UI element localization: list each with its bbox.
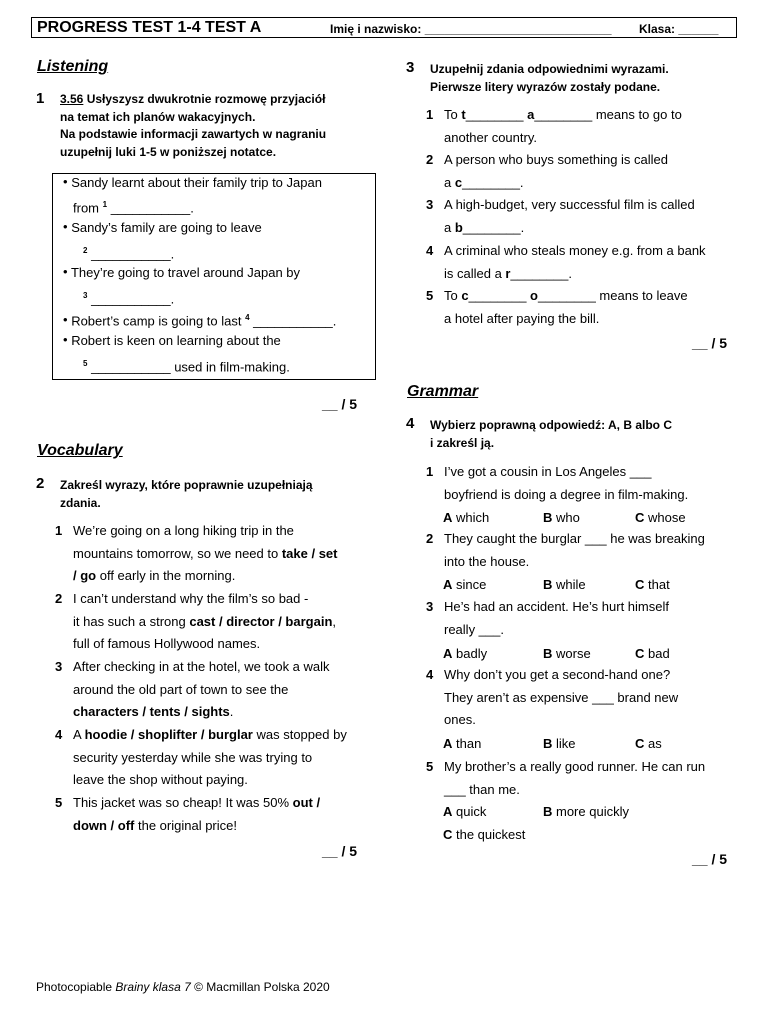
option-a[interactable]: A badly	[443, 646, 488, 661]
task3-item-5: 5 To c________ o________ means to leave a hotel after paying the bill.	[426, 288, 688, 326]
note-line: • Sandy learnt about their family trip to Japan	[63, 174, 322, 190]
option-b[interactable]: B more quickly	[543, 804, 629, 819]
note-line: • They’re going to travel around Japan by	[63, 264, 301, 280]
option-a[interactable]: A which	[443, 510, 490, 525]
listening-title: Listening	[37, 58, 109, 75]
option-b[interactable]: B who	[543, 510, 580, 525]
word-choice[interactable]: take / set	[281, 545, 338, 561]
grammar-item-3: 3 He’s had an accident. He’s hurt himself really ___.	[426, 599, 669, 637]
task-4-number: 4	[406, 415, 415, 432]
answer-blank[interactable]: ________	[465, 107, 528, 122]
note-line: • Robert is keen on learning about the	[63, 332, 281, 348]
grammar-item-5: 5 My brother’s a really good runner. He can run ___ than me.	[426, 759, 706, 797]
grammar-item-4: 4 Why don’t you get a second-hand one? They aren’t as expensive ___ brand new ones.	[426, 667, 679, 728]
grammar-item-1: 1 I’ve got a cousin in Los Angeles ___ boyfriend is doing a degree in film-making.	[426, 464, 689, 502]
word-choice[interactable]: / go	[73, 568, 97, 584]
copyright-footer: Photocopiable Brainy klasa 7 © Macmillan Polska 2020	[36, 980, 330, 994]
answer-blank[interactable]: ________.	[510, 265, 572, 281]
task3-item-3: 3 A high-budget, very successful film is called a b________.	[426, 197, 695, 235]
task-4-instruction: Wybierz poprawną odpowiedź: A, B albo C i zakreśl ją.	[430, 418, 673, 450]
vocab-item-3: 3 After checking in at the hotel, we took a walk around the old part of town to see the characters / tents / sights.	[55, 659, 330, 720]
name-field-label: Imię i nazwisko: ____________________________	[330, 22, 612, 36]
note-line: $^5$ ___________ used in film-making.	[83, 359, 290, 375]
option-c[interactable]: C that	[635, 577, 670, 592]
vocab-item-2: 2 I can’t understand why the film’s so bad - it has such a strong cast / director / bargain, full of famous Hollywood names.	[55, 591, 337, 652]
note-line: $^3$ ___________.	[83, 291, 175, 307]
grammar-title: Grammar	[407, 383, 479, 400]
option-a[interactable]: A quick	[443, 804, 487, 819]
test-header	[31, 17, 737, 38]
class-field-label: Klasa: ______	[639, 22, 719, 36]
option-b[interactable]: B like	[543, 736, 576, 751]
answer-blank[interactable]: ________.	[462, 219, 525, 235]
option-c[interactable]: C as	[635, 736, 662, 751]
note-line: from $^1$ ___________.	[73, 200, 194, 216]
answer-blank[interactable]: ________.	[462, 174, 524, 190]
task-3-number: 3	[406, 59, 415, 76]
word-choice[interactable]: out /	[292, 795, 321, 810]
word-choice[interactable]: down / off	[73, 817, 135, 833]
option-a[interactable]: A than	[443, 736, 482, 751]
task-3-score: __ / 5	[692, 335, 728, 351]
notes-box	[52, 173, 376, 380]
task-2-number: 2	[36, 475, 45, 492]
word-choice[interactable]: cast / director / bargain	[189, 613, 333, 629]
answer-blank[interactable]: ________	[468, 288, 531, 303]
task-3-instruction: Uzupełnij zdania odpowiednimi wyrazami. Pierwsze litery wyrazów zostały podane.	[430, 62, 669, 94]
note-line: $^2$ ___________.	[83, 246, 175, 262]
vocab-item-5: 5 This jacket was so cheap! It was 50% out / down / off the original price!	[55, 795, 321, 833]
task-2-instruction: Zakreśl wyrazy, które poprawnie uzupełniają zdania.	[60, 478, 313, 510]
option-b[interactable]: B worse	[543, 646, 591, 661]
note-line: • Sandy’s family are going to leave	[63, 219, 262, 235]
task-1-instruction: 3.56 Usłyszysz dwukrotnie rozmowę przyjaciół na temat ich planów wakacyjnych. Na podstawie informacji zawartych w nagraniu uzupełnij luki 1-5 w poniższej notatce.	[60, 92, 327, 159]
audio-track-number: 3.56	[60, 92, 84, 106]
option-a[interactable]: A since	[443, 577, 487, 592]
task-2-score: __ / 5	[322, 843, 358, 859]
vocabulary-title: Vocabulary	[37, 442, 123, 459]
task3-item-2: 2 A person who buys something is called a c________.	[426, 152, 669, 190]
grammar-item-2: 2 They caught the burglar ___ he was breaking into the house.	[426, 531, 705, 569]
vocab-item-4: 4 A hoodie / shoplifter / burglar was stopped by security yesterday while she was trying to leave the shop without paying.	[55, 727, 347, 788]
task-1-number: 1	[36, 90, 45, 107]
option-c[interactable]: C the quickest	[443, 827, 526, 842]
option-c[interactable]: C bad	[635, 646, 670, 661]
task-1-score: __ / 5	[322, 396, 358, 412]
task3-item-1: 1 To t________ a________ means to go to another country.	[426, 107, 682, 145]
note-line: • Robert’s camp is going to last $^4$ ___________.	[63, 312, 337, 329]
option-b[interactable]: B while	[543, 577, 586, 592]
test-title: PROGRESS TEST 1-4 TEST A	[37, 19, 262, 36]
option-c[interactable]: C whose	[635, 510, 686, 525]
word-choice[interactable]: hoodie / shoplifter / burglar	[84, 727, 253, 742]
word-choice[interactable]: characters / tents / sights	[73, 704, 230, 720]
task-4-score: __ / 5	[692, 851, 728, 867]
task3-item-4: 4 A criminal who steals money e.g. from a bank is called a r________.	[426, 243, 706, 281]
vocab-item-1: 1 We’re going on a long hiking trip in the mountains tomorrow, so we need to take / set / go off early in the morning.	[55, 523, 338, 584]
